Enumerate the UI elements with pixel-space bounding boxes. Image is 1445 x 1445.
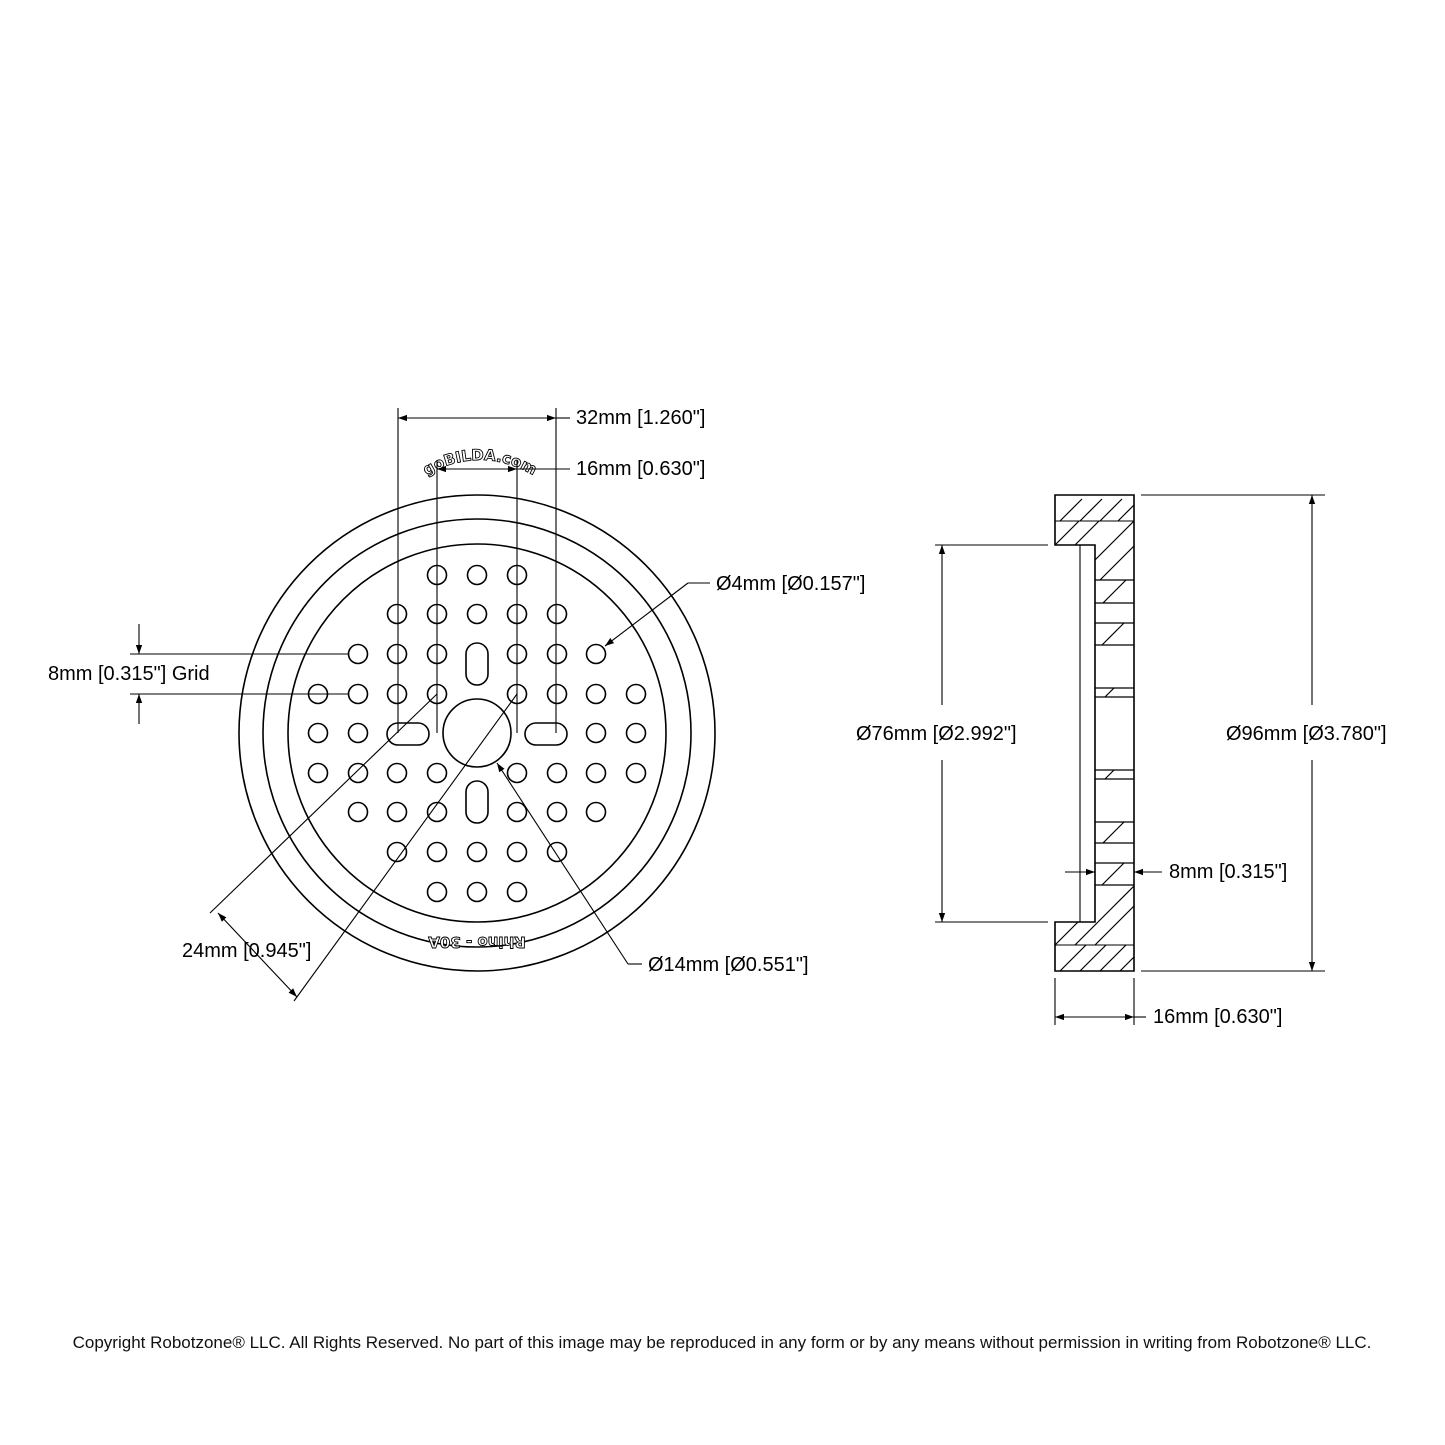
grid-hole: [309, 764, 328, 783]
grid-hole: [349, 764, 368, 783]
grid-hole: [587, 685, 606, 704]
slot-right: [525, 723, 567, 745]
slot-top: [466, 643, 488, 685]
grid-hole: [388, 685, 407, 704]
slot-left: [387, 723, 429, 745]
grid-hole: [468, 566, 487, 585]
dimension-16mm: [437, 458, 705, 733]
dimension-grid-label: 8mm [0.315"] Grid: [48, 663, 210, 685]
brand-emboss-text: goBILDA.com: [419, 445, 541, 479]
grid-hole: [388, 605, 407, 624]
dimension-width: [1055, 978, 1282, 1028]
grid-hole: [508, 843, 527, 862]
dimension-hub: [1065, 861, 1287, 883]
grid-hole: [309, 724, 328, 743]
dimension-inner-diameter: [856, 545, 1048, 922]
grid-hole: [428, 803, 447, 822]
copyright-text: Copyright Robotzone® LLC. All Rights Reserved. No part of this image may be reproduced in any form or by any means without permission in writing from Robotzone® LLC.: [72, 1333, 1372, 1352]
dimension-24mm-label: 24mm [0.945"]: [182, 940, 312, 962]
callout-bore-diameter-label: Ø14mm [Ø0.551"]: [648, 954, 809, 976]
grid-hole: [388, 764, 407, 783]
grid-hole: [548, 605, 567, 624]
dimension-inner-diameter-label: Ø76mm [Ø2.992"]: [856, 723, 1017, 745]
dimension-grid: [48, 624, 348, 724]
grid-hole: [587, 645, 606, 664]
dimension-width-label: 16mm [0.630"]: [1153, 1006, 1283, 1028]
grid-hole: [388, 645, 407, 664]
grid-hole: [627, 685, 646, 704]
callout-bore-diameter: [497, 763, 809, 976]
grid-hole: [468, 883, 487, 902]
grid-hole: [587, 724, 606, 743]
dimension-32mm-label: 32mm [1.260"]: [576, 407, 706, 429]
callout-hole-diameter: [605, 573, 865, 646]
grid-hole: [548, 685, 567, 704]
dimension-hub-label: 8mm [0.315"]: [1169, 861, 1288, 883]
grid-hole: [548, 764, 567, 783]
grid-hole: [428, 883, 447, 902]
grid-hole: [627, 764, 646, 783]
model-emboss-text: Rhino - 30A: [428, 933, 526, 951]
grid-hole: [587, 803, 606, 822]
side-view: [856, 495, 1387, 1028]
grid-hole: [508, 803, 527, 822]
dimension-outer-diameter: [1141, 495, 1387, 971]
grid-hole: [349, 685, 368, 704]
side-profile: [1055, 495, 1134, 971]
callout-hole-diameter-label: Ø4mm [Ø0.157"]: [716, 573, 866, 595]
center-bore: [443, 699, 511, 767]
grid-hole: [428, 764, 447, 783]
grid-hole: [508, 883, 527, 902]
grid-hole: [587, 764, 606, 783]
grid-hole: [468, 843, 487, 862]
grid-hole: [468, 605, 487, 624]
dimension-outer-diameter-label: Ø96mm [Ø3.780"]: [1226, 723, 1387, 745]
grid-hole: [627, 724, 646, 743]
grid-hole: [548, 803, 567, 822]
grid-hole: [349, 645, 368, 664]
slot-bottom: [466, 781, 488, 823]
grid-hole: [508, 764, 527, 783]
grid-hole: [428, 843, 447, 862]
front-view: [48, 407, 865, 1001]
grid-hole: [349, 724, 368, 743]
grid-hole: [349, 803, 368, 822]
dimension-16mm-label: 16mm [0.630"]: [576, 458, 706, 480]
grid-hole: [388, 803, 407, 822]
grid-hole: [548, 645, 567, 664]
